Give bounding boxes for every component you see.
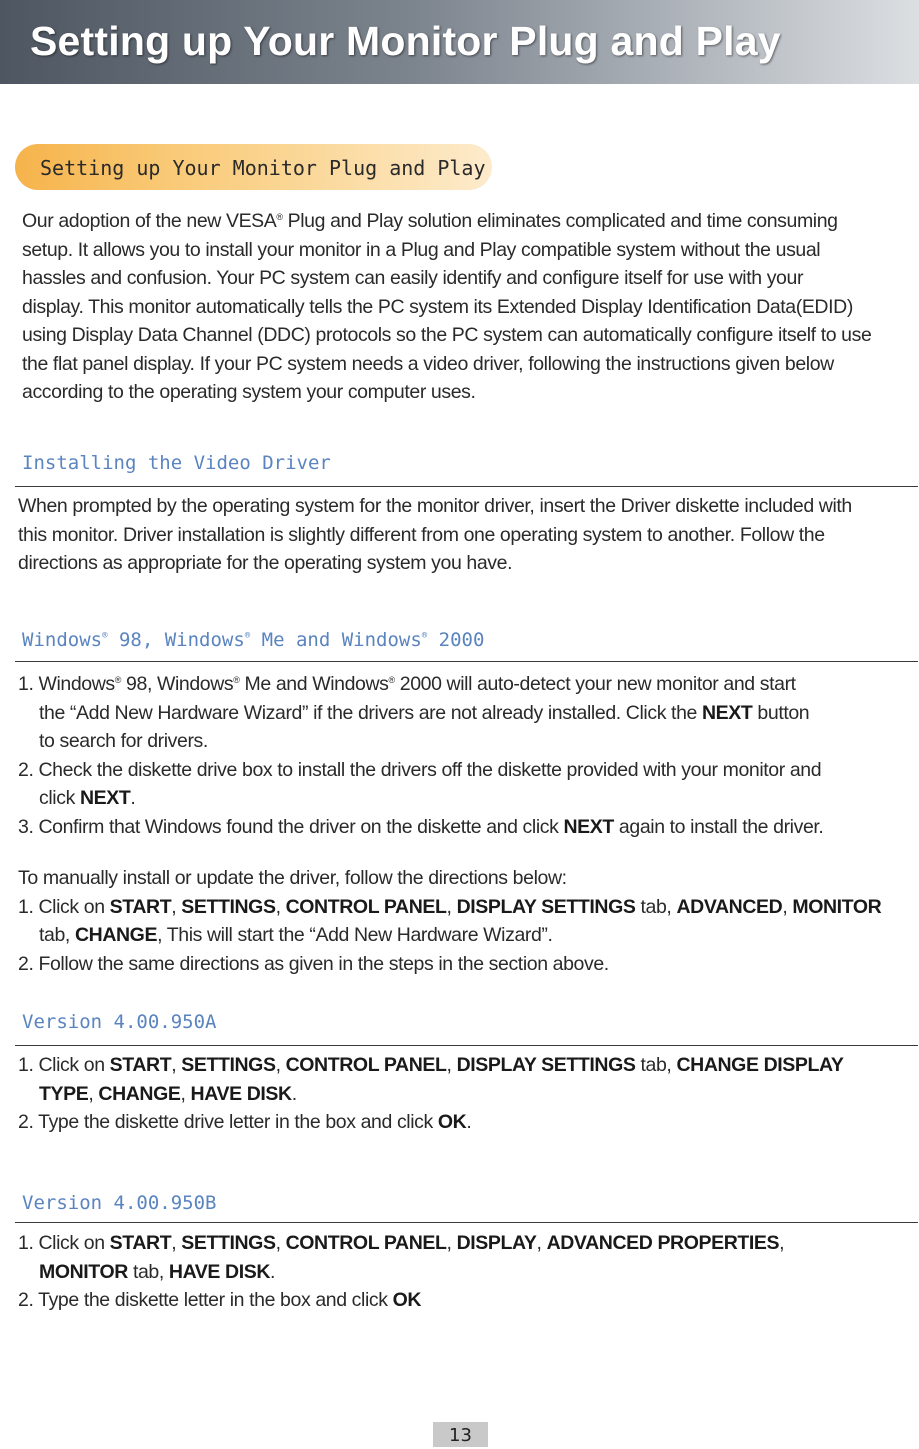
- divider: [15, 1045, 918, 1046]
- list-item: 3. Confirm that Windows found the driver on the diskette and click NEXT again to install the driver.: [18, 815, 824, 838]
- intro-heading: Setting up Your Monitor Plug and Play: [40, 156, 486, 180]
- intro-line: the flat panel display. If your PC system needs a video driver, following the instructions given below: [22, 352, 834, 375]
- list-item: 2. Check the diskette drive box to install the drivers off the diskette provided with your monitor and: [18, 758, 822, 781]
- divider: [15, 661, 918, 662]
- version-950b-heading: Version 4.00.950B: [22, 1192, 217, 1214]
- list-item: 2. Type the diskette letter in the box and click OK: [18, 1289, 422, 1311]
- list-item: 2. Type the diskette drive letter in the box and click OK.: [18, 1111, 472, 1133]
- intro-line: display. This monitor automatically tells the PC system its Extended Display Identification Data(EDID): [22, 295, 853, 318]
- page-number: 13: [433, 1422, 488, 1447]
- manual-steps: To manually install or update the driver, follow the directions below: 1. Click on START, SETTINGS, CONTROL PANEL, DISPLAY SETTINGS tab, ADVANCED, MONITOR tab, CHANGE, This will start the “Add New Hardware Wizard”. 2. Follow the same directions as given in the steps in the section above.: [18, 864, 881, 978]
- list-item: 1. Windows® 98, Windows® Me and Windows® 2000 will auto-detect your new monitor and start: [18, 673, 796, 695]
- installing-paragraph: When prompted by the operating system for the monitor driver, insert the Driver diskette included with this monitor. Driver installation is slightly different from one operating system to another. Follow the directions as appropriate for the operating system you have.: [18, 495, 852, 574]
- intro-line: using Display Data Channel (DDC) protocols so the PC system can automatically configure itself to use: [22, 324, 872, 346]
- title-banner: [0, 0, 919, 84]
- version-950a-steps: 1. Click on START, SETTINGS, CONTROL PANEL, DISPLAY SETTINGS tab, CHANGE DISPLAY TYPE, CHANGE, HAVE DISK. 2. Type the diskette drive letter in the box and click OK.: [18, 1051, 844, 1137]
- intro-paragraph: [22, 203, 871, 407]
- intro-line: according to the operating system your computer uses.: [22, 381, 476, 403]
- page-title: Setting up Your Monitor Plug and Play: [30, 18, 781, 64]
- manual-intro: To manually install or update the driver, follow the directions below:: [18, 867, 567, 889]
- windows-heading: Windows® 98, Windows® Me and Windows® 2000: [22, 629, 485, 651]
- windows-steps: 1. Windows® 98, Windows® Me and Windows® 2000 will auto-detect your new monitor and start the “Add New Hardware Wizard” if the drivers are not already installed. Click the NEXT button to search for drivers. 2. Check the diskette drive box to install the drivers off the diskette provided with your monitor and click NEXT. 3. Confirm that Windows found the driver on the diskette and click NEXT again to install the driver.: [18, 666, 823, 841]
- version-950a-heading: Version 4.00.950A: [22, 1011, 217, 1033]
- intro-line: Our adoption of the new VESA® Plug and Play solution eliminates complicated and time consuming: [22, 210, 838, 232]
- list-item: 1. Click on START, SETTINGS, CONTROL PANEL, DISPLAY, ADVANCED PROPERTIES,: [18, 1232, 785, 1254]
- divider: [15, 486, 918, 487]
- installing-heading: Installing the Video Driver: [22, 452, 331, 474]
- divider: [15, 1222, 918, 1223]
- intro-line: hassles and confusion. Your PC system can easily identify and configure itself for use with your: [22, 267, 804, 289]
- list-item: 2. Follow the same directions as given in the steps in the section above.: [18, 952, 609, 975]
- list-item: 1. Click on START, SETTINGS, CONTROL PANEL, DISPLAY SETTINGS tab, ADVANCED, MONITOR: [18, 895, 882, 918]
- version-950b-steps: 1. Click on START, SETTINGS, CONTROL PANEL, DISPLAY, ADVANCED PROPERTIES, MONITOR tab, HAVE DISK. 2. Type the diskette letter in the box and click OK: [18, 1229, 784, 1315]
- intro-line: setup. It allows you to install your monitor in a Plug and Play compatible system without the usual: [22, 238, 821, 261]
- list-item: 1. Click on START, SETTINGS, CONTROL PANEL, DISPLAY SETTINGS tab, CHANGE DISPLAY: [18, 1054, 844, 1076]
